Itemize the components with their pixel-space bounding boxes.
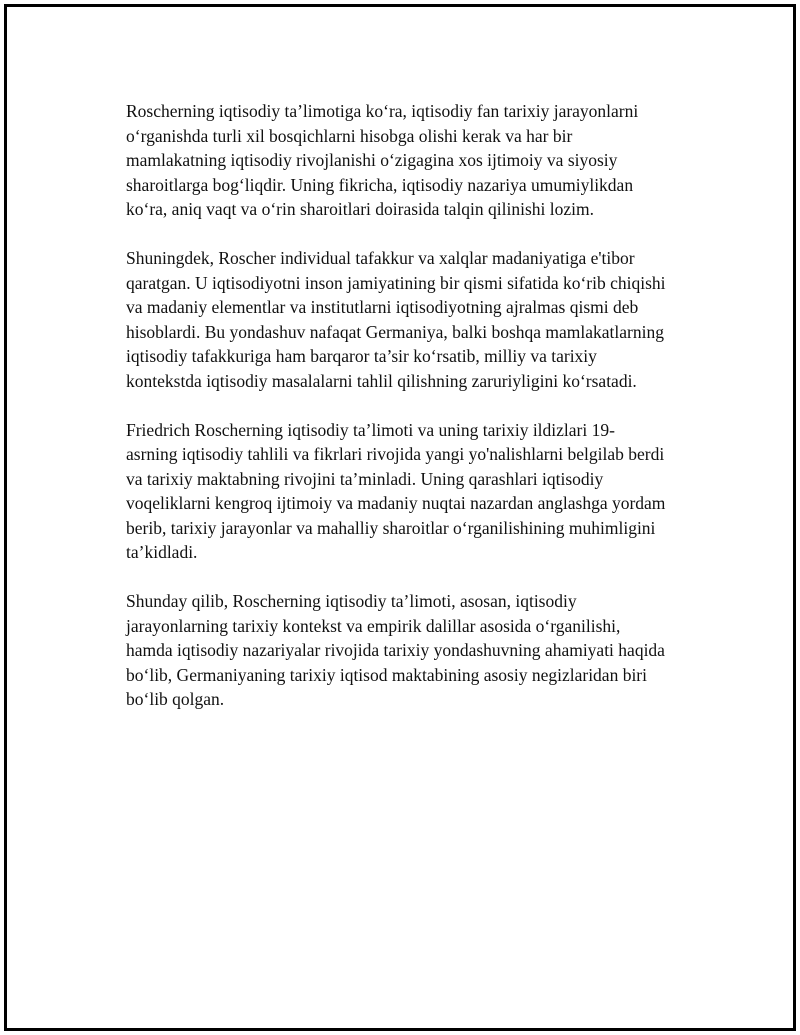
page-body [126, 99, 706, 736]
text-line: o‘rganishda turli xil bosqichlarni hisobga olishi kerak va har bir [126, 125, 573, 146]
text-line: Shunday qilib, Roscherning iqtisodiy ta’limoti, asosan, iqtisodiy [126, 591, 577, 611]
text-line: berib, tarixiy jarayonlar va mahalliy sharoitlar o‘rganilishining muhimligini [126, 517, 656, 538]
text-line: asrning iqtisodiy tahlili va fikrlari rivojida yangi yo'nalishlarni belgilab berdi [126, 444, 665, 464]
text-line: hisoblardi. Bu yondashuv nafaqat Germaniya, balki boshqa mamlakatlarning [126, 321, 664, 342]
paragraph-4 [126, 589, 706, 712]
text-line: ta’kidladi. [126, 542, 198, 562]
page-frame [4, 4, 796, 1031]
text-line: voqeliklarni kengroq ijtimoiy va madaniy nuqtai nazardan anglashga yordam [126, 493, 666, 513]
text-line: jarayonlarning tarixiy kontekst va empirik dalillar asosida o‘rganilishi, [126, 615, 621, 636]
text-line: bo‘lib, Germaniyaning tarixiy iqtisod maktabining asosiy negizlaridan biri [126, 664, 648, 685]
text-line: va tarixiy maktabning rivojini ta’minladi. Uning qarashlari iqtisodiy [126, 468, 604, 489]
text-line: va madaniy elementlar va institutlarni iqtisodiyotning ajralmas qismi deb [126, 297, 639, 317]
text-line: bo‘lib qolgan. [126, 689, 225, 709]
paragraph-2 [126, 246, 706, 393]
text-line: Shuningdek, Roscher individual tafakkur va xalqlar madaniyatiga e'tibor [126, 248, 635, 268]
paragraph-1 [126, 99, 706, 222]
text-line: kontekstda iqtisodiy masalalarni tahlil qilishning zaruriyligini ko‘rsatadi. [126, 370, 637, 391]
paragraph-3 [126, 418, 706, 565]
text-line: Roscherning iqtisodiy ta’limotiga ko‘ra, iqtisodiy fan tarixiy jarayonlarni [126, 101, 639, 121]
text-line: mamlakatning iqtisodiy rivojlanishi o‘zigagina xos ijtimoiy va siyosiy [126, 150, 618, 170]
text-line: iqtisodiy tafakkuriga ham barqaror ta’sir ko‘rsatib, milliy va tarixiy [126, 346, 597, 366]
text-line: hamda iqtisodiy nazariyalar rivojida tarixiy yondashuvning ahamiyati haqida [126, 640, 665, 660]
text-line: Friedrich Roscherning iqtisodiy ta’limoti va uning tarixiy ildizlari 19- [126, 419, 615, 440]
text-line: sharoitlarga bog‘liqdir. Uning fikricha, iqtisodiy nazariya umumiylikdan [126, 174, 634, 195]
text-line: qaratgan. U iqtisodiyotni inson jamiyatining bir qismi sifatida ko‘rib chiqishi [126, 272, 666, 293]
text-line: ko‘ra, aniq vaqt va o‘rin sharoitlari doirasida talqin qilinishi lozim. [126, 199, 595, 219]
